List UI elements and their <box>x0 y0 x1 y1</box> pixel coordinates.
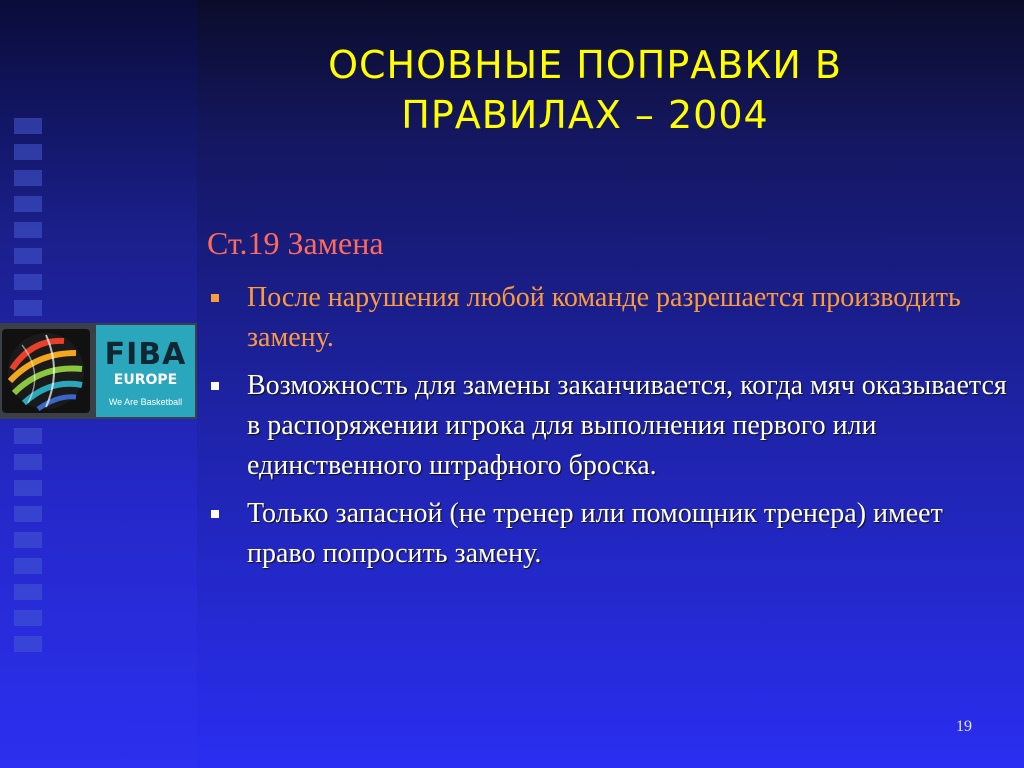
bullet-marker-icon <box>211 510 219 518</box>
page-number: 19 <box>956 718 972 735</box>
decorative-square <box>14 480 42 496</box>
logo-title: FIBA <box>104 337 187 372</box>
title-line-2: ПРАВИЛАХ – 2004 <box>401 93 769 137</box>
bullet-text: После нарушения любой команде разрешается производить замену. <box>247 282 961 353</box>
bullet-marker-icon <box>211 382 219 390</box>
bullet-item <box>207 366 1007 486</box>
decorative-square <box>14 428 42 444</box>
decorative-square <box>14 532 42 548</box>
decorative-square <box>14 558 42 574</box>
decorative-square <box>14 636 42 652</box>
bullet-list <box>207 278 1007 582</box>
decorative-square <box>14 222 42 238</box>
bullet-item <box>207 494 1007 574</box>
decorative-square <box>14 610 42 626</box>
decorative-square <box>14 274 42 290</box>
fiba-panel <box>96 325 195 417</box>
decorative-square <box>14 584 42 600</box>
decorative-square <box>14 506 42 522</box>
decorative-square <box>14 300 42 316</box>
decorative-square <box>14 248 42 264</box>
slide-subtitle: Ст.19 Замена <box>207 225 384 261</box>
decorative-square <box>14 118 42 134</box>
basketball-logo-icon <box>2 329 90 413</box>
bullet-text: Возможность для замены заканчивается, когда мяч оказывается в распоряжении игрока для выполнения первого или единственного штрафного броска. <box>247 370 1007 481</box>
slide-title <box>260 40 910 140</box>
decorative-square <box>14 454 42 470</box>
fiba-europe-logo <box>0 323 197 419</box>
bullet-marker-icon <box>211 294 219 302</box>
bullet-item <box>207 278 1007 358</box>
bullet-text: Только запасной (не тренер или помощник тренера) имеет право попросить замену. <box>247 498 943 569</box>
logo-tagline: We Are Basketball <box>108 397 183 407</box>
decorative-square <box>14 144 42 160</box>
decorative-square <box>14 170 42 186</box>
title-line-1: ОСНОВНЫЕ ПОПРАВКИ В <box>328 43 842 87</box>
logo-subtitle: EUROPE <box>113 372 178 388</box>
decorative-square <box>14 196 42 212</box>
